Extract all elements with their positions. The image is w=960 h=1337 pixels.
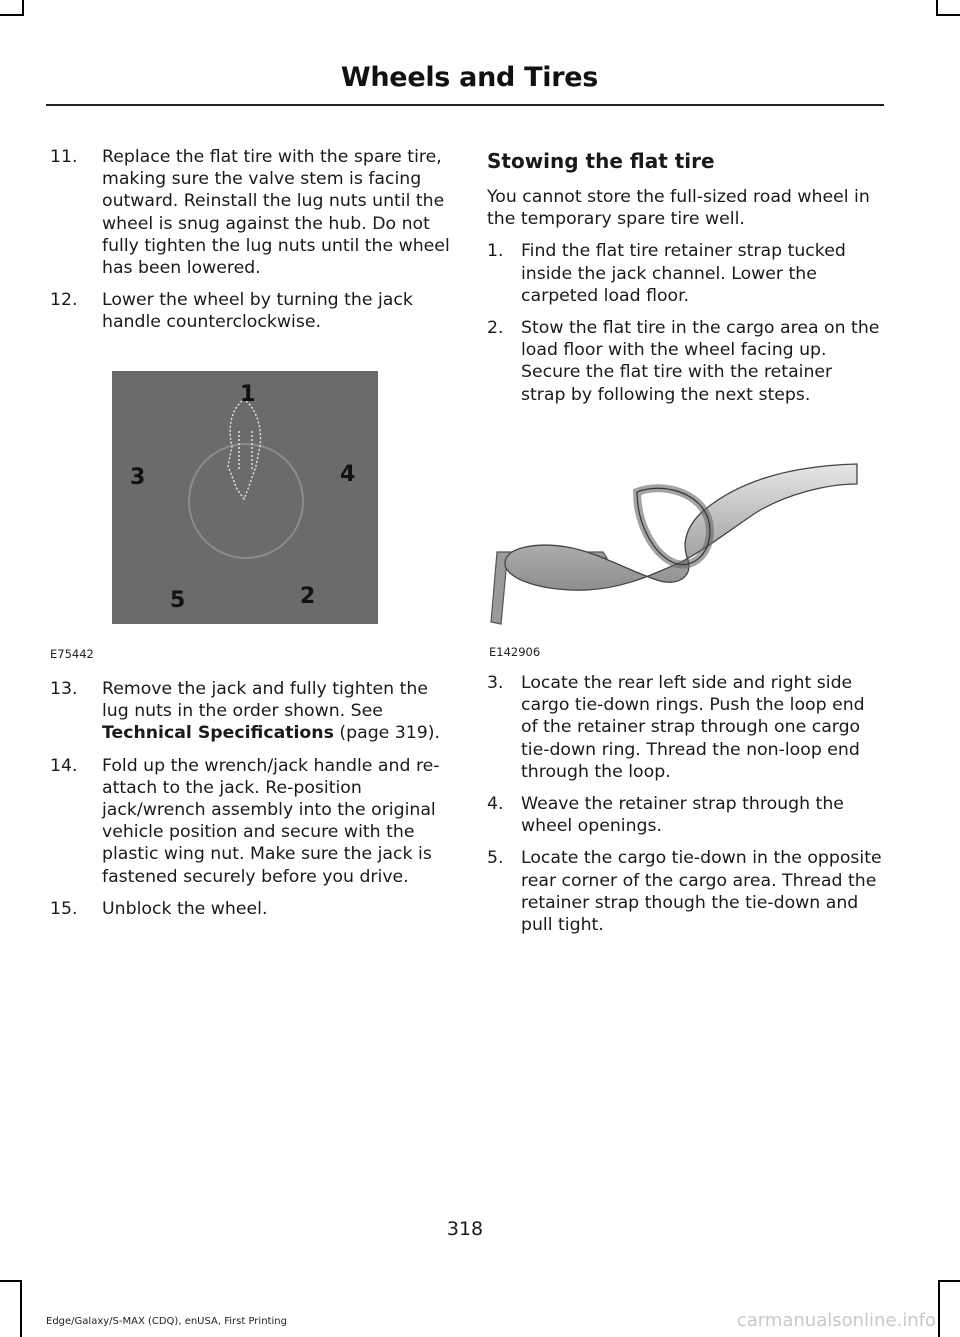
step-text: Locate the rear left side and right side cargo tie-down rings. Push the loop end of the retainer strap through one cargo tie-down ring. Thread the non-loop end through the loop. — [521, 673, 865, 782]
right-column-lower — [487, 672, 882, 946]
right-column — [487, 146, 882, 416]
step-text: Remove the jack and fully tighten the lug nuts in the order shown. See — [102, 679, 428, 722]
retainer-strap — [505, 464, 857, 590]
crop-mark — [936, 0, 938, 16]
step-number: 3. — [487, 673, 504, 693]
step-text: Lower the wheel by turning the jack handle counterclockwise. — [102, 290, 413, 333]
crop-mark — [0, 1280, 20, 1282]
step-number: 2. — [487, 318, 504, 339]
section-intro: You cannot store the full-sized road wheel in the temporary spare tire well. — [487, 187, 870, 230]
list-item — [50, 146, 450, 279]
crop-mark — [20, 1280, 22, 1337]
order-label-4: 4 — [340, 462, 356, 487]
step-number: 1. — [487, 241, 504, 262]
step-list — [50, 146, 450, 334]
step-text: Unblock the wheel. — [102, 898, 268, 919]
step-number: 5. — [487, 848, 504, 869]
crop-mark — [0, 14, 22, 16]
page-number: 318 — [446, 1218, 484, 1240]
step-number: 15. — [50, 898, 78, 919]
header-divider — [46, 104, 884, 106]
list-item — [487, 672, 882, 783]
list-item — [487, 317, 882, 406]
crop-mark — [22, 0, 24, 16]
section-heading: Stowing the flat tire — [487, 149, 715, 173]
watermark: carmanualsonline.info — [736, 1310, 936, 1331]
list-item — [487, 240, 882, 307]
step-number: 12. — [50, 290, 78, 311]
lug-nut-tightening-diagram — [112, 371, 378, 624]
order-label-2: 2 — [300, 584, 316, 609]
crop-mark — [938, 1280, 940, 1337]
crop-mark — [938, 14, 960, 16]
list-item — [50, 898, 450, 920]
step-list — [487, 672, 882, 936]
order-label-5: 5 — [170, 588, 186, 613]
order-label-3: 3 — [130, 465, 146, 490]
strap-loop-drawing — [487, 452, 867, 642]
step-text: Fold up the wrench/jack handle and re-attach to the jack. Re-position jack/wrench assembly into the original vehicle position and secure with the plastic wing nut. Make sure the jack is fastened securely before you drive. — [102, 755, 440, 887]
left-column-lower — [50, 678, 450, 930]
step-number: 14. — [50, 755, 78, 776]
step-list — [50, 678, 450, 920]
list-item — [50, 289, 450, 333]
wheel-hub-outline — [189, 444, 303, 558]
step-number: 13. — [50, 679, 78, 699]
step-text: Find the flat tire retainer strap tucked inside the jack channel. Lower the carpeted load floor. — [521, 241, 846, 306]
list-item — [487, 847, 882, 936]
step-text: Locate the cargo tie-down in the opposite rear corner of the cargo area. Thread the retainer strap though the tie-down and pull tight. — [521, 848, 882, 936]
step-text: Replace the flat tire with the spare tire, making sure the valve stem is facing outward. Reinstall the lug nuts until the wheel is snug against the hub. Do not fully tighten the lug nuts until the wheel has been lowered. — [102, 147, 450, 279]
step-list — [487, 240, 882, 405]
step-text: Stow the flat tire in the cargo area on the load floor with the wheel facing up. Secure the flat tire with the retainer strap by following the next steps. — [521, 318, 880, 405]
list-item — [487, 793, 882, 837]
list-item — [50, 678, 450, 745]
technical-specifications-link[interactable]: Technical Specifications — [102, 723, 334, 744]
step-number: 4. — [487, 794, 504, 815]
list-item — [50, 755, 450, 888]
page-title: Wheels and Tires — [340, 62, 598, 93]
figure-code: E75442 — [50, 647, 94, 661]
footer-edition: Edge/Galaxy/S-MAX (CDQ), enUSA, First Printing — [46, 1316, 287, 1327]
sequence-arrow — [228, 401, 260, 499]
figure-code: E142906 — [489, 645, 541, 659]
step-text: Weave the retainer strap through the wheel openings. — [521, 794, 844, 837]
step-number: 11. — [50, 147, 78, 167]
page-reference: (page 319). — [333, 723, 441, 744]
crop-mark — [938, 1280, 960, 1282]
retainer-strap-illustration — [487, 452, 867, 642]
left-column — [50, 146, 450, 344]
order-label-1: 1 — [240, 382, 256, 407]
lug-nut-order-illustration — [112, 371, 378, 624]
